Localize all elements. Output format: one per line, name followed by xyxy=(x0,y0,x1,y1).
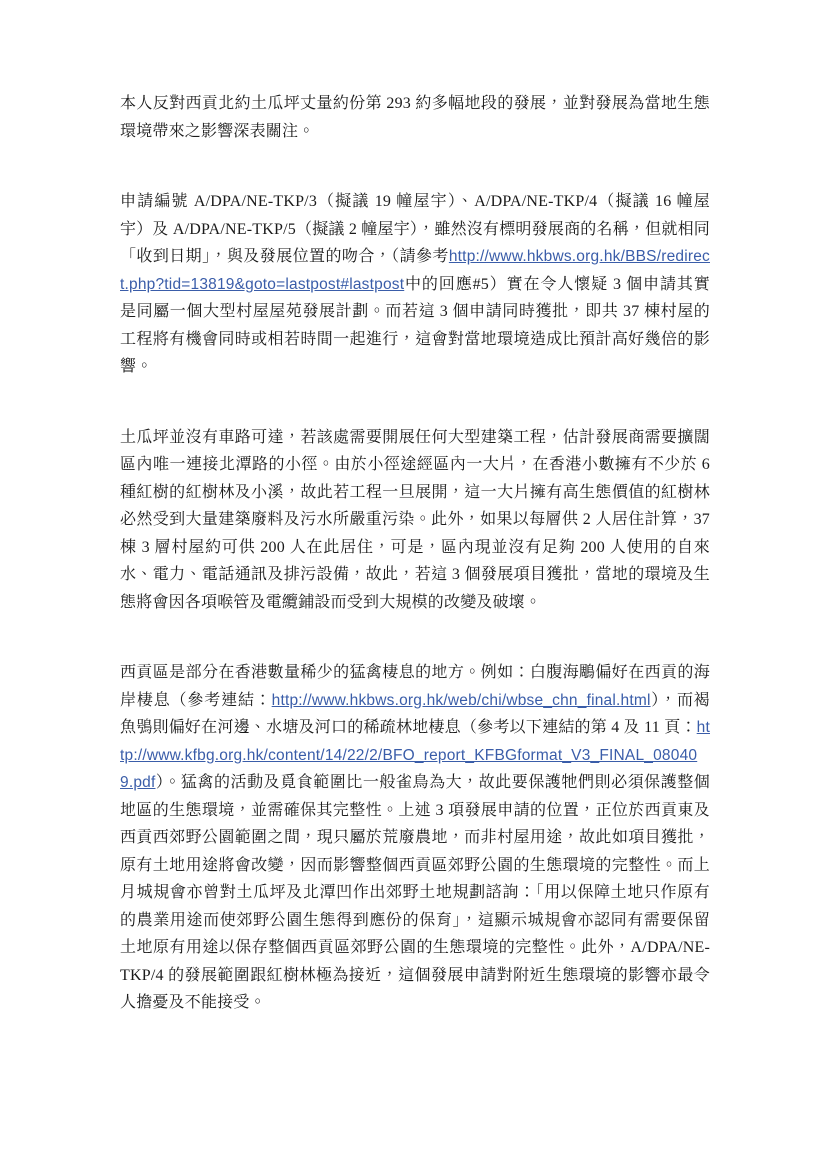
paragraph xyxy=(120,424,710,617)
text-run: 申請編號 A/DPA/NE-TKP/3（擬議 19 幢屋宇）、A/DPA/NE-TKP/4（擬議 16 幢屋宇）及 A/DPA/NE-TKP/5（擬議 2 幢屋宇），雖然沒有標明發展商的名稱，但就相同「收到日期」，與及發展位置的吻合，（請參考 xyxy=(120,193,710,265)
paragraph xyxy=(120,90,710,145)
hyperlink[interactable]: http://www.hkbws.org.hk/BBS/redirect.php?tid=13819&goto=lastpost#lastpost xyxy=(120,248,710,293)
text-run: 西貢區是部分在香港數量稀少的猛禽棲息的地方。例如：白腹海鵰偏好在西貢的海岸棲息（參考連結： xyxy=(120,664,710,709)
text-run: ），而褐魚鴞則偏好在河邊、水塘及河口的稀疏林地棲息（參考以下連結的第 4 及 11 頁： xyxy=(120,691,710,736)
text-run: 本人反對西貢北約土瓜坪丈量約份第 293 約多幅地段的發展，並對發展為當地生態環境帶來之影響深表關注。 xyxy=(120,95,710,140)
hyperlink[interactable]: http://www.kfbg.org.hk/content/14/22/2/BFO_report_KFBGformat_V3_FINAL_080409.pdf xyxy=(120,719,710,791)
text-run: 土瓜坪並沒有車路可達，若該處需要開展任何大型建築工程，估計發展商需要擴闊區內唯一連接北潭路的小徑。由於小徑途經區內一大片，在香港小數擁有不少於 6 種紅樹的紅樹林及小溪，故此若工程一旦展開，這一大片擁有高生態價值的紅樹林必然受到大量建築廢料及污水所嚴重污染。此外，如果以每層供 2 人居住計算，37 棟 3 層村屋約可供 200 人在此居住，可是，區內現並沒有足夠 200 人使用的自來水、電力、電話通訊及排污設備，故此，若這 3 個發展項目獲批，當地的環境及生態將會因各項喉管及電纜鋪設而受到大規模的改變及破壞。 xyxy=(120,428,710,611)
text-run: 中的回應#5）實在令人懷疑 3 個申請其實是同屬一個大型村屋屋苑發展計劃。而若這 3 個申請同時獲批，即共 37 棟村屋的工程將有機會同時或相若時間一起進行，這會對當地環境造成比預計高好幾倍的影響。 xyxy=(120,275,710,375)
document-body xyxy=(120,90,710,1017)
paragraph xyxy=(120,659,710,1017)
paragraph xyxy=(120,188,710,381)
text-run: ）。猛禽的活動及覓食範圍比一般雀鳥為大，故此要保護牠們則必須保護整個地區的生態環境，並需確保其完整性。上述 3 項發展申請的位置，正位於西貢東及西貢西郊野公園範圍之間，現只屬於荒廢農地，而非村屋用途，故此如項目獲批，原有土地用途將會改變，因而影響整個西貢區郊野公園的生態環境的完整性。而上月城規會亦曾對土瓜坪及北潭凹作出郊野土地規劃諮詢：「用以保障土地只作原有的農業用途而使郊野公園生態得到應份的保育」，這顯示城規會亦認同有需要保留土地原有用途以保存整個西貢區郊野公園的生態環境的完整性。此外，A/DPA/NE-TKP/4 的發展範圍跟紅樹林極為接近，這個發展申請對附近生態環境的影響亦最令人擔憂及不能接受。 xyxy=(120,774,710,1011)
hyperlink[interactable]: http://www.hkbws.org.hk/web/chi/wbse_chn_final.html xyxy=(271,691,651,709)
